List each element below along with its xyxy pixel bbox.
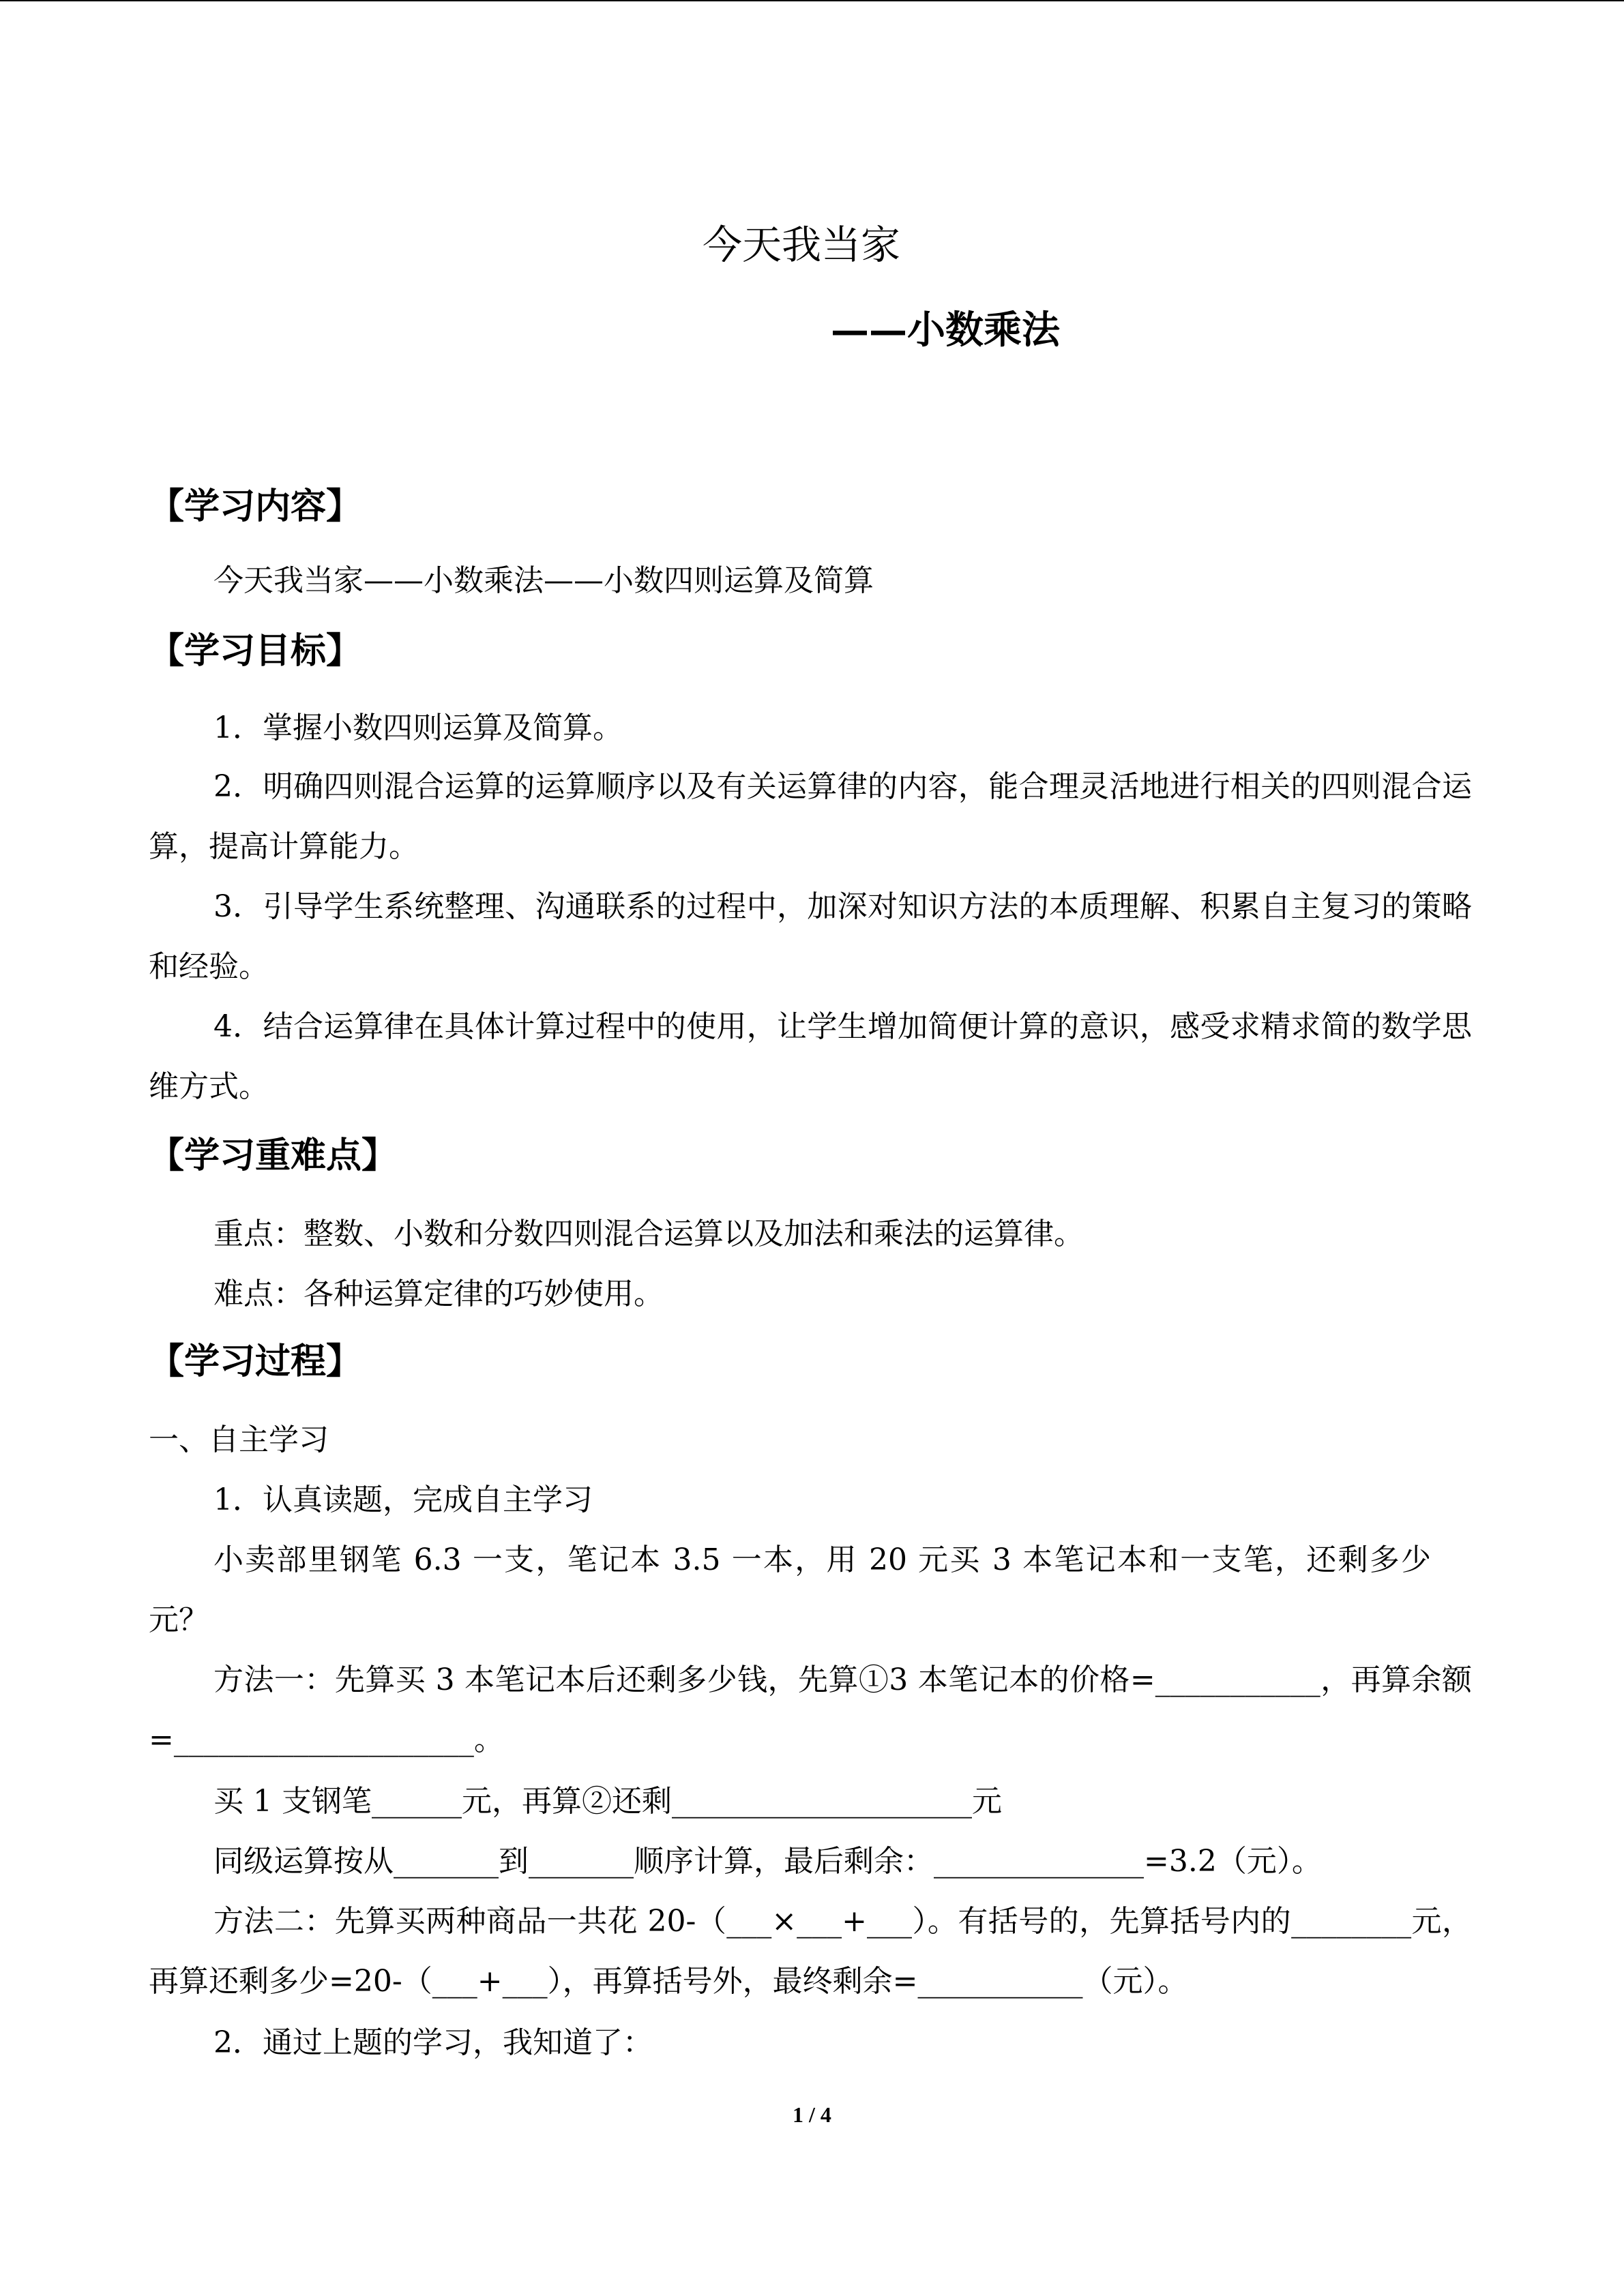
method-2: 方法二：先算买两种商品一共花 20-（___×___+___）。有括号的，先算括号内的________元，再算还剩多少=20-（___+___），再算括号外，最终剩余=___________（元）。 (149, 1904, 1472, 1999)
task-1: 1．认真读题，完成自主学习 (213, 1482, 593, 1517)
problem-text: 小卖部里钢笔 6.3 一支，笔记本 3.5 一本，用 20 元买 3 本笔记本和一支笔，还剩多少元？ (149, 1542, 1431, 1637)
goal-1: 1．掌握小数四则运算及简算。 (213, 711, 623, 745)
same-level-line: 同级运算按从_______到_______顺序计算，最后剩余：______________=3.2（元）。 (213, 1844, 1322, 1879)
heading-process: 【学习过程】 (149, 1341, 362, 1382)
method-1: 方法一：先算买 3 本笔记本后还剩多少钱，先算①3 本笔记本的价格=___________，再算余额=____________________。 (149, 1663, 1472, 1757)
part-1-label: 一、自主学习 (149, 1422, 329, 1457)
page-title: 今天我当家 (703, 222, 901, 268)
buy-pen-line: 买 1 支钢笔______元，再算②还剩____________________元 (213, 1784, 1002, 1819)
heading-content: 【学习内容】 (149, 486, 362, 527)
top-border-line (0, 0, 1624, 1)
page-subtitle: ——小数乘法 (831, 308, 1060, 353)
heading-key-points: 【学习重难点】 (149, 1135, 398, 1176)
difficulty-point: 难点：各种运算定律的巧妙使用。 (213, 1277, 664, 1311)
goal-3: 3．引导学生系统整理、沟通联系的过程中，加深对知识方法的本质理解、积累自主复习的策略和经验。 (149, 889, 1472, 984)
key-point: 重点：整数、小数和分数四则混合运算以及加法和乘法的运算律。 (213, 1217, 1084, 1251)
heading-goals: 【学习目标】 (149, 630, 362, 672)
task-2: 2．通过上题的学习，我知道了： (213, 2025, 653, 2060)
page-number: 1 / 4 (793, 2102, 831, 2127)
goal-2: 2．明确四则混合运算的运算顺序以及有关运算律的内容，能合理灵活地进行相关的四则混合运算，提高计算能力。 (149, 769, 1472, 864)
content-text: 今天我当家——小数乘法——小数四则运算及简算 (213, 563, 874, 598)
goal-4: 4．结合运算律在具体计算过程中的使用，让学生增加简便计算的意识，感受求精求简的数学思维方式。 (149, 1009, 1472, 1104)
